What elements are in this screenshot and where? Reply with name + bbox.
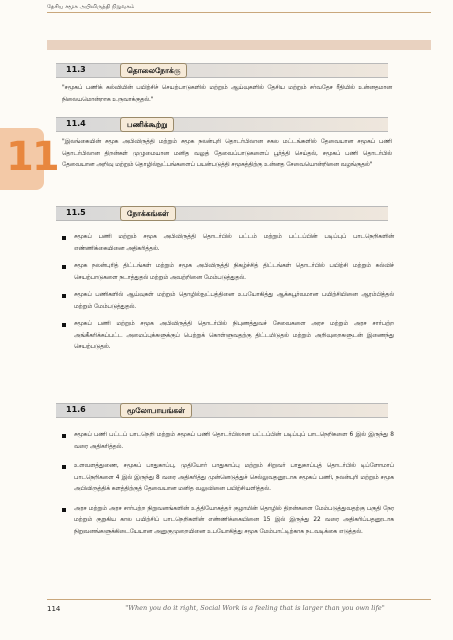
list-item-text: சமூகப் பணி மற்றும் சமூக அபிவிருத்தி தொடர்பில் நிபுணத்துவச் சேவைகளை அரச மற்றும் அரச சார்பற்ற அங்கீகரிக்கப்பட்ட அமைப்புக்களுக்குப் பெற்றுக் கொள்ளுவதற்கு திட்டமிடுதல் மற்றும் அறிவுறைகளுடன் இணைந்து செயற்படுதல்.: [74, 321, 394, 350]
list-item: [62, 504, 394, 539]
section-header-mission: [56, 117, 388, 132]
list-item: [62, 319, 394, 354]
section-number: 11.4: [66, 119, 86, 128]
list-item: [62, 232, 394, 255]
list-item: [62, 290, 394, 313]
bullet-icon: [62, 265, 66, 269]
bullet-icon: [62, 434, 66, 438]
section-title: நோக்கங்கள்: [120, 206, 176, 221]
bullet-icon: [62, 465, 66, 469]
section-title: மூலோபாயங்கள்: [120, 403, 192, 418]
list-item-text: சமூக நலன்புரித் திட்டங்கள் மற்றும் சமூக அபிவிருத்தி நிகழ்ச்சித் திட்டங்கள் தொடர்பில் பயிற்சி மற்றும் கல்விச் செயற்பாடுகளை நடாத்துதல் மற்றும் அவற்றினை மேம்படுத்துதல்.: [74, 263, 394, 281]
objectives-list: [62, 232, 394, 354]
list-item: [62, 261, 394, 284]
bullet-icon: [62, 236, 66, 240]
bullet-icon: [62, 508, 66, 512]
mission-text: "இலங்கையின் சமூக அபிவிருத்தி மற்றும் சமூக நலன்புரி தொடர்பிலான சகல மட்டங்களில் தேவையான சமூகப் பணி தொடர்பிலான திறன்கள் முழுமையான மனித வலுத் தேவைப்பாடுகளைப் பூர்த்தி செய்தல், சமூகப் பணி தொடர்பில் தேவையான அறிவு மற்றும் தொழில்நுட்பங்களைப் பயன்படுத்தி சமூகத்திற்கு உன்னத சேவையொன்றினை வழங்குதல்": [62, 139, 392, 168]
strategies-list: [62, 430, 394, 538]
list-item-text: உளவளத்துணை, சமூகப் பாதுகாப்பு, முதியோர் பாதுகாப்பு மற்றும் சிறுவர் பாதுகாப்புத் தொடர்பில் டிப்ளோமாப் பாடநெறிகளை 4 இல் இருந்து 8 வரை அதிகரித்து முன்னெடுத்துச் செல்லுவதனூடாக சமூகப் பணி, நலன்புரி மற்றும் சமூக அபிவிருத்திக் களத்திற்குத் தேவையான மனித வலுவினை பயிற்சியளித்தல்.: [74, 463, 394, 492]
chapter-number: 11: [6, 134, 58, 180]
section-title: தொலைநோக்கு: [120, 63, 187, 78]
header-rule: [47, 12, 431, 13]
list-item-text: அரச மற்றும் அரச சார்பற்ற நிறுவனங்களின் உத்தியோகத்தர் குழாமின் தொழில் திறன்களை மேம்படுத்துவதற்கு பகுதி நேர மற்றும் குறுகிய கால பயிற்சிப் பாடநெறிகளின் எண்ணிக்கையினை 15 இல் இருந்து 22 வரை அதிகரிப்பதனூடாக நிறுவனங்களுக்கிடையேயான அனுகுமுறையினை உபயோகித்து சமூக மேம்பாட்டிற்காக நடவடிக்கை எடுத்தல்.: [74, 505, 394, 535]
section-number: 11.5: [66, 208, 86, 217]
bullet-icon: [62, 294, 66, 298]
section-title: பணிக்கூற்று: [120, 117, 174, 132]
footer-quote: "When you do it right, Social Work is a feeling that is larger than you own life": [125, 604, 385, 612]
list-item-text: சமூகப் பணிகளில் ஆய்வுகள் மற்றும் தொழில்நுட்பத்தினை உபயோகித்து ஆக்கபூர்வமான பயிற்சியினை ஆரம்பித்தல் மற்றும் மேம்படுத்துதல்.: [74, 292, 394, 310]
chapter-tab: [0, 128, 58, 190]
section-header-objectives: [56, 206, 388, 221]
list-item: [62, 430, 394, 453]
section-header-strategies: [56, 403, 388, 418]
section-number: 11.3: [66, 65, 86, 74]
vision-text: "சமூகப் பணிக் கல்வியின் பயிற்சிச் செயற்பாடுகளில் மற்றும் ஆய்வுகளில் தேசிய மற்றும் சர்வதேச ரீதியில் உன்னதமான நிலையமொன்றாக உருவாக்குதல்.": [62, 85, 392, 103]
list-item-text: சமூகப் பணி மற்றும் சமூக அபிவிருத்தி தொடர்பில் பட்டம் மற்றும் பட்டப்பின் படிப்புப் பாடநெறிகளின் எண்ணிக்கையினை அதிகரித்தல்.: [74, 234, 394, 252]
section-header-vision: [56, 63, 388, 78]
decorative-band: [47, 40, 431, 50]
running-header: தேசிய சமூக அபிவிருத்தி நிறுவகம்: [47, 4, 135, 10]
list-item: [62, 461, 394, 496]
list-item-text: சமூகப் பணி பட்டப் பாடநெறி மற்றும் சமூகப் பணி தொடர்பிலான பட்டப்பின் படிப்புப் பாடநெறிகளை 6 இல் இருந்து 8 வரை அதிகரித்தல்.: [74, 432, 394, 450]
bullet-icon: [62, 323, 66, 327]
page-number: 114: [47, 605, 61, 613]
section-number: 11.6: [66, 405, 86, 414]
footer-rule: [47, 599, 431, 600]
